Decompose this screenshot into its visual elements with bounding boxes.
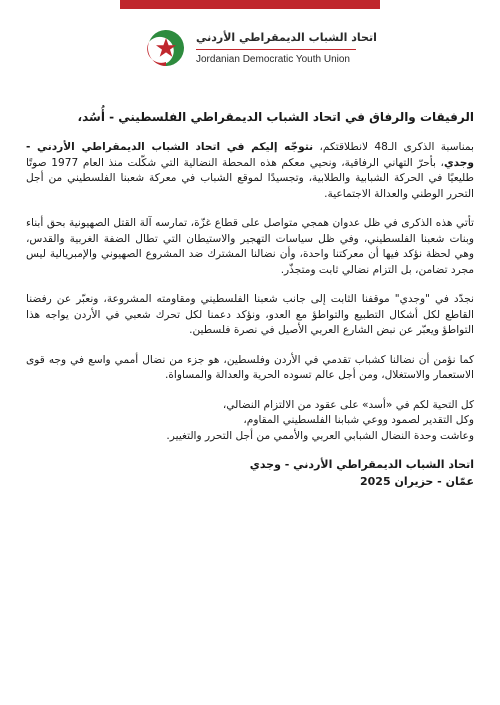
org-name-arabic: اتحاد الشباب الديمقراطي الأردني — [196, 31, 377, 44]
paragraph-4: كما نؤمن أن نضالنا كشباب تقدمي في الأردن وفلسطين، هو جزء من نضال أممي واسع في وجه قوى الاستعمار والاستغلال، ومن أجل عالم تسوده الحرية والعدالة والمساواة. — [26, 353, 474, 381]
paragraph-2: تأتي هذه الذكرى في ظل عدوان همجي متواصل على قطاع غزّة، تمارسه آلة القتل الصهيونية بحق أبناء وبنات شعبنا الفلسطيني، وفي ظل سياسات التهجير والاستيطان التي تطال الضفة الغربية والقدس، وهي لحظة نؤكد فيها أن معركتنا واحدة، وأن نضالنا المشترك ضد المشروع الصهيوني والإمبريالية ليس مجرد تضامن، بل التزام نضالي ثابت ومتجذّر. — [26, 217, 474, 276]
org-name-english: Jordanian Democratic Youth Union — [196, 54, 350, 65]
signature-block — [26, 456, 474, 490]
letterhead — [0, 26, 500, 76]
brand-divider — [196, 49, 356, 50]
top-accent-bar — [120, 0, 380, 9]
letter-greeting: الرفيقات والرفاق في اتحاد الشباب الديمقراطي الفلسطيني - أُسُد، — [77, 110, 474, 124]
paragraph-1-bold: نتوجّه إليكم في اتحاد الشباب الديمقراطي الأردني - وجدي — [26, 141, 474, 169]
signature-place-date: عمّان - حزيران 2025 — [360, 475, 474, 488]
brand-block — [196, 30, 396, 67]
letter-body — [26, 108, 474, 490]
star-crescent-logo-icon — [144, 26, 188, 70]
signature-org: اتحاد الشباب الديمقراطي الأردني - وجدي — [249, 458, 474, 471]
closing-line-3: وعاشت وحدة النضال الشبابي العربي والأممي من أجل التحرر والتغيير. — [166, 429, 474, 442]
closing-line-2: وكل التقدير لصمود ووعي شبابنا الفلسطيني المقاوم، — [243, 414, 474, 426]
paragraph-1 — [26, 140, 474, 202]
paragraph-1-rest: ، بأحرّ التهاني الرفاقية، ونحيي معكم هذه المحطة النضالية التي شكّلت منذ العام 1977 صوتًا طليعيًا في الحركة الشبابية والطلابية، وتجسيدًا لموقع الشباب في معركة شعبنا الفلسطيني من أجل التحرر الوطني والعدالة الاجتماعية. — [26, 156, 474, 200]
paragraph-3: نجدّد في "وجدي" موقفنا الثابت إلى جانب شعبنا الفلسطيني ومقاومته المشروعة، ونعبّر عن رفضنا القاطع لكل أشكال التطبيع والتواطؤ مع العدو، ونؤكد دعمنا لكل تحرك شعبي في الأردن يواجه هذا التواطؤ ويعبّر عن نبض الشارع العربي الأصيل في نصرة فلسطين. — [26, 293, 474, 336]
paragraph-1-intro: بمناسبة الذكرى الـ48 لانطلاقتكم، — [313, 141, 474, 153]
closing-lines — [26, 398, 474, 445]
closing-line-1: كل التحية لكم في «أسد» على عقود من الالتزام النضالي، — [222, 398, 474, 411]
